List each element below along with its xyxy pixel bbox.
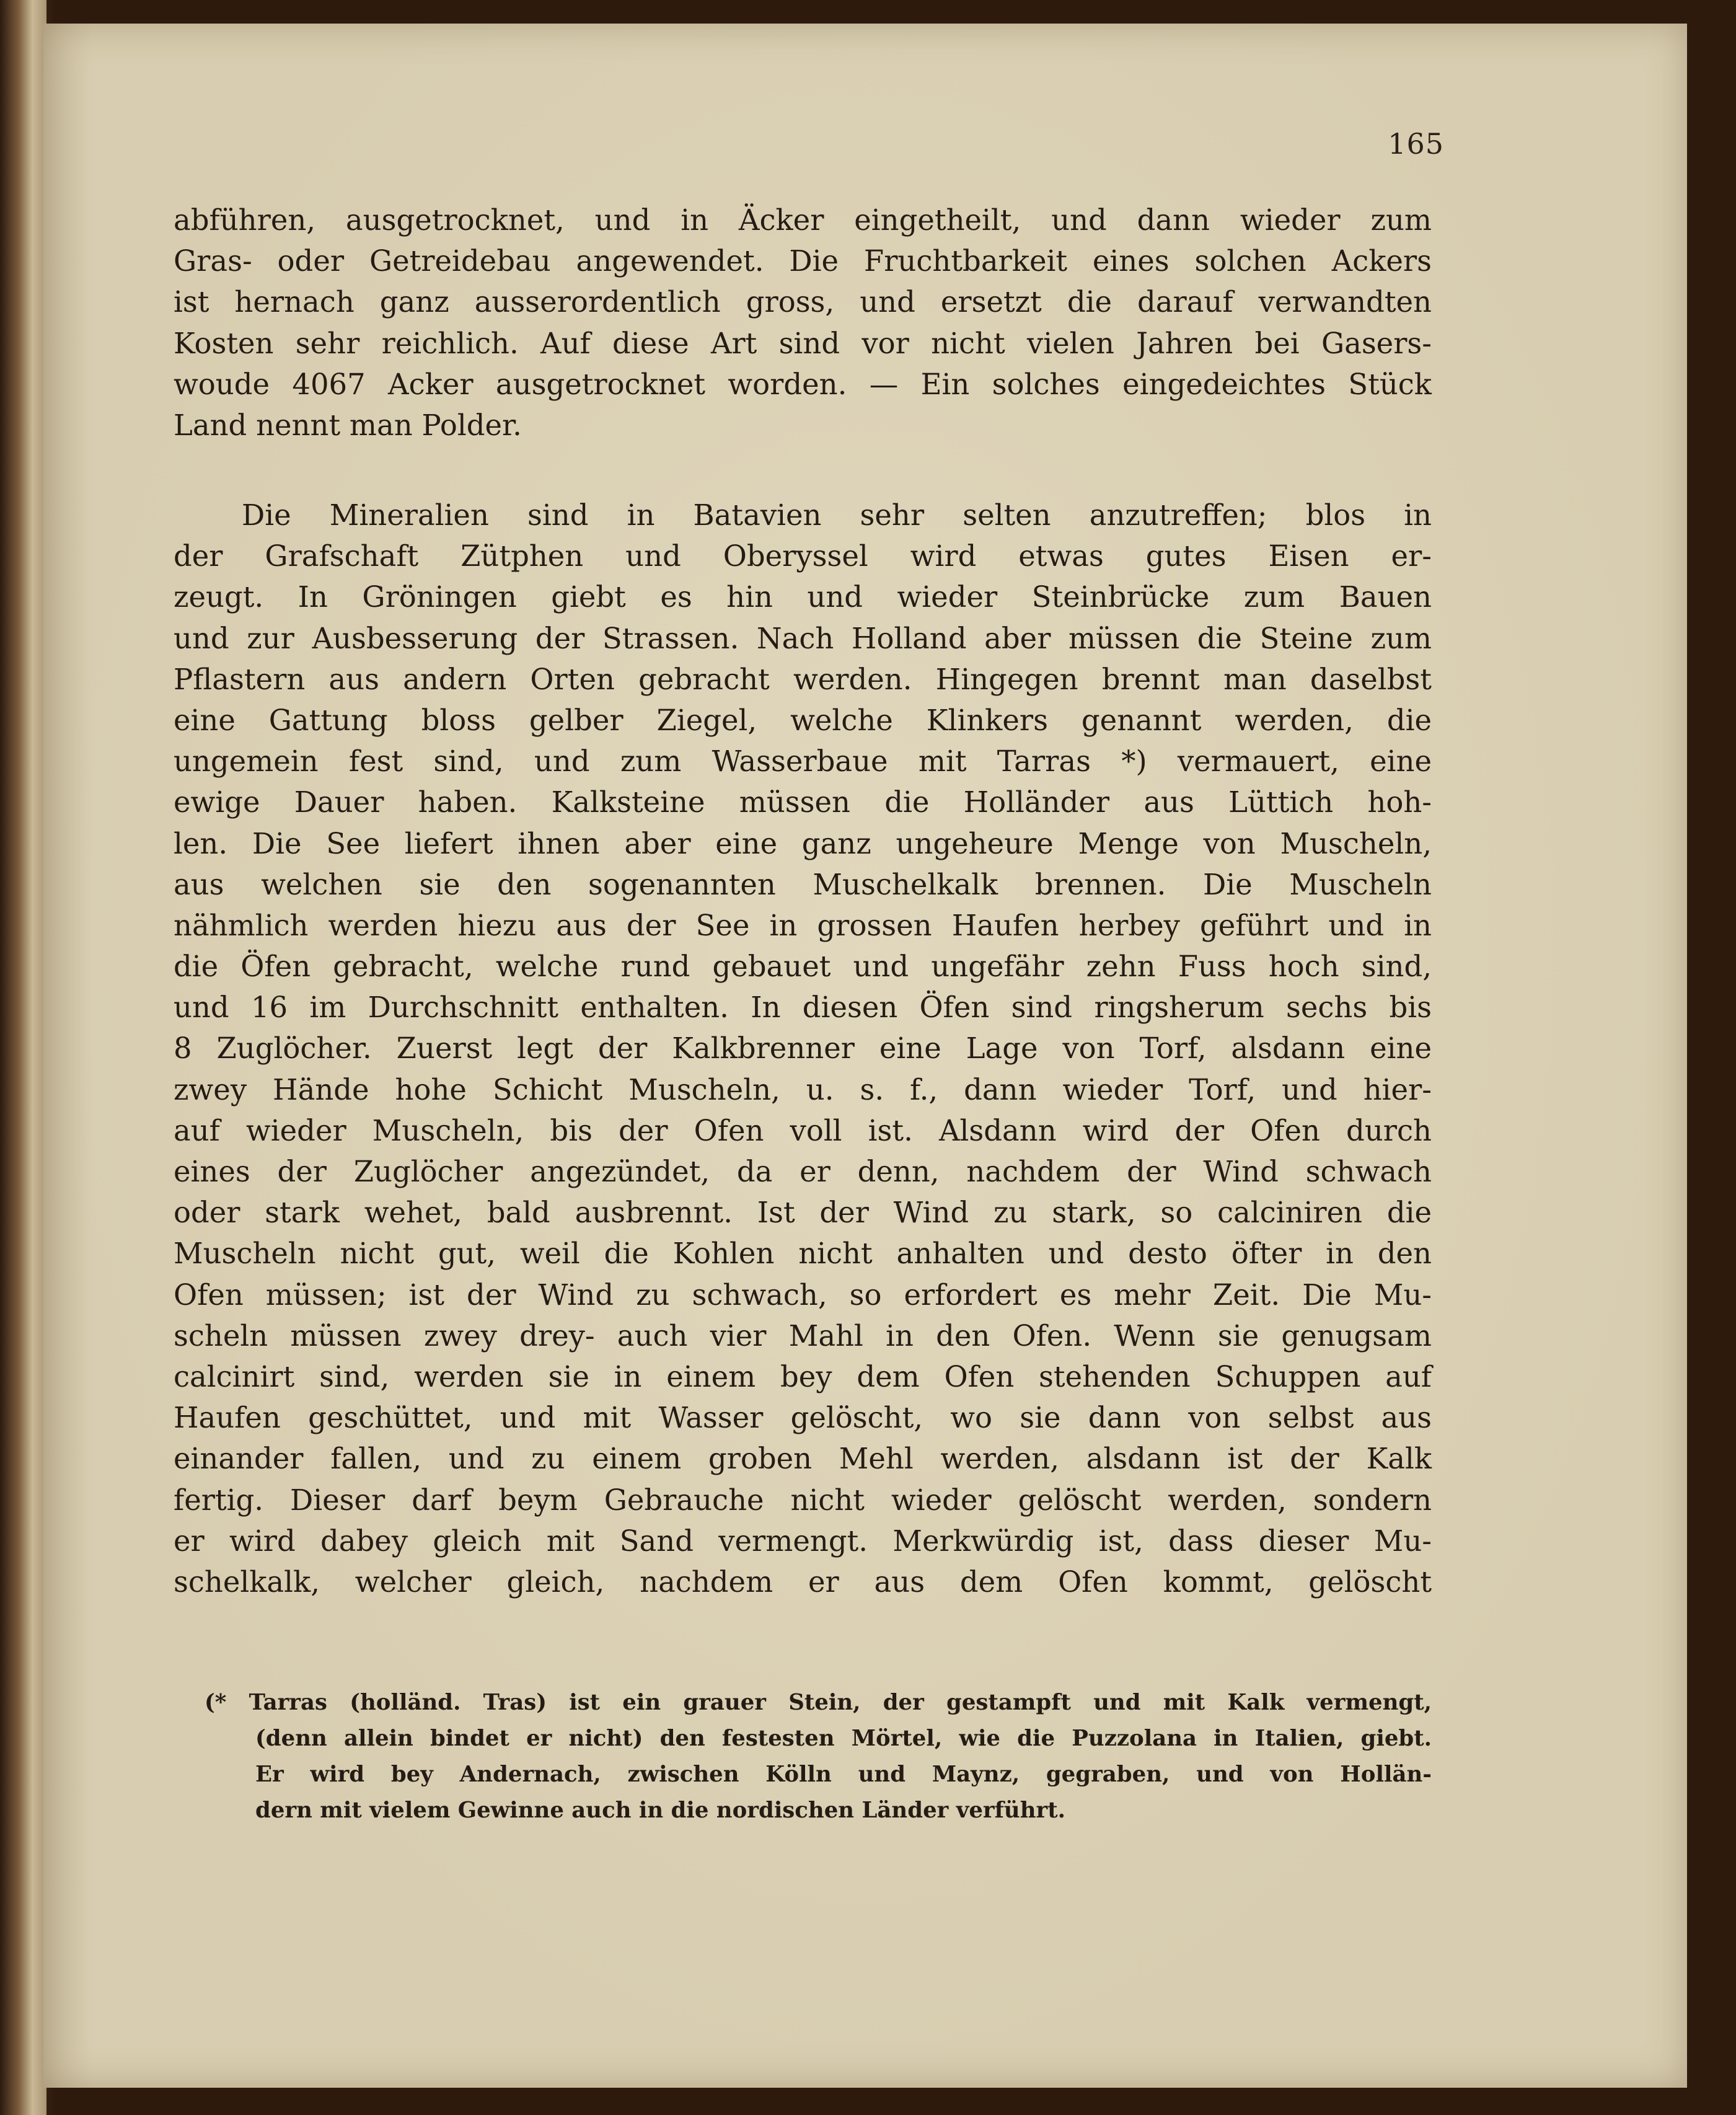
- text-line: len. Die See liefert ihnen aber eine ganz ungeheure Menge von Muscheln,: [174, 826, 1432, 860]
- footnote-line: (* Tarras (holländ. Tras) ist ein grauer Stein, der gestampft und mit Kalk vermengt,: [205, 1690, 1432, 1715]
- text-line: nähmlich werden hiezu aus der See in grossen Haufen herbey geführt und in: [174, 908, 1432, 942]
- text-line: er wird dabey gleich mit Sand vermengt. Merkwürdig ist, dass dieser Mu-: [174, 1524, 1432, 1558]
- text-line: calcinirt sind, werden sie in einem bey dem Ofen stehenden Schuppen auf: [174, 1359, 1432, 1393]
- text-line: eine Gattung bloss gelber Ziegel, welche Klinkers genannt werden, die: [174, 703, 1432, 737]
- text-line: Pflastern aus andern Orten gebracht werden. Hingegen brennt man daselbst: [174, 662, 1432, 696]
- text-line: ist hernach ganz ausserordentlich gross, und ersetzt die darauf verwandten: [174, 285, 1432, 319]
- footnote-line: Er wird bey Andernach, zwischen Kölln und Maynz, gegraben, und von Hollän-: [255, 1762, 1432, 1787]
- footnote-line: dern mit vielem Gewinne auch in die nordischen Länder verführt.: [255, 1798, 1065, 1823]
- book-spine: [0, 0, 46, 2115]
- text-line: zeugt. In Gröningen giebt es hin und wieder Steinbrücke zum Bauen: [174, 580, 1432, 614]
- text-line: die Öfen gebracht, welche rund gebauet und ungefähr zehn Fuss hoch sind,: [174, 950, 1432, 984]
- text-line: aus welchen sie den sogenannten Muschelkalk brennen. Die Muscheln: [174, 867, 1432, 901]
- text-line: auf wieder Muscheln, bis der Ofen voll ist. Alsdann wird der Ofen durch: [174, 1113, 1432, 1147]
- text-line: Land nennt man Polder.: [174, 408, 522, 442]
- text-line: Haufen geschüttet, und mit Wasser gelöscht, wo sie dann von selbst aus: [174, 1401, 1432, 1435]
- text-line: fertig. Dieser darf beym Gebrauche nicht wieder gelöscht werden, sondern: [174, 1483, 1432, 1517]
- text-line: einander fallen, und zu einem groben Mehl werden, alsdann ist der Kalk: [174, 1442, 1432, 1476]
- text-line: Gras- oder Getreidebau angewendet. Die Fruchtbarkeit eines solchen Ackers: [174, 244, 1432, 278]
- text-line: oder stark wehet, bald ausbrennt. Ist der Wind zu stark, so calciniren die: [174, 1196, 1432, 1230]
- text-line: ungemein fest sind, und zum Wasserbaue mit Tarras *) vermauert, eine: [174, 744, 1432, 779]
- text-line: Die Mineralien sind in Batavien sehr selten anzutreffen; blos in: [242, 498, 1432, 532]
- footnote-line: (denn allein bindet er nicht) den festesten Mörtel, wie die Puzzolana in Italien, giebt.: [255, 1726, 1432, 1751]
- footnote: [205, 1685, 1432, 1829]
- text-line: scheln müssen zwey drey- auch vier Mahl in den Ofen. Wenn sie genugsam: [174, 1318, 1432, 1353]
- text-line: schelkalk, welcher gleich, nachdem er aus dem Ofen kommt, gelöscht: [174, 1565, 1432, 1599]
- text-line: Kosten sehr reichlich. Auf diese Art sind vor nicht vielen Jahren bei Gasers-: [174, 326, 1432, 360]
- text-line: Ofen müssen; ist der Wind zu schwach, so erfordert es mehr Zeit. Die Mu-: [174, 1278, 1432, 1312]
- text-line: eines der Zuglöcher angezündet, da er denn, nachdem der Wind schwach: [174, 1155, 1432, 1188]
- page-number: 165: [1388, 127, 1444, 161]
- paragraph-2: [174, 495, 1432, 1602]
- text-line: 8 Zuglöcher. Zuerst legt der Kalkbrenner eine Lage von Torf, alsdann eine: [174, 1031, 1432, 1066]
- paragraph-1: [174, 200, 1432, 446]
- text-line: ewige Dauer haben. Kalksteine müssen die Holländer aus Lüttich hoh-: [174, 785, 1432, 819]
- text-line: und zur Ausbesserung der Strassen. Nach Holland aber müssen die Steine zum: [174, 621, 1432, 655]
- text-line: zwey Hände hohe Schicht Muscheln, u. s. f., dann wieder Torf, und hier-: [174, 1072, 1432, 1106]
- text-line: der Grafschaft Zütphen und Oberyssel wird etwas gutes Eisen er-: [174, 539, 1432, 573]
- text-line: Muscheln nicht gut, weil die Kohlen nicht anhalten und desto öfter in den: [174, 1237, 1432, 1271]
- text-line: abführen, ausgetrocknet, und in Äcker eingetheilt, und dann wieder zum: [174, 203, 1432, 237]
- text-line: woude 4067 Acker ausgetrocknet worden. — Ein solches eingedeichtes Stück: [174, 367, 1432, 401]
- text-line: und 16 im Durchschnitt enthalten. In diesen Öfen sind ringsherum sechs bis: [174, 991, 1432, 1025]
